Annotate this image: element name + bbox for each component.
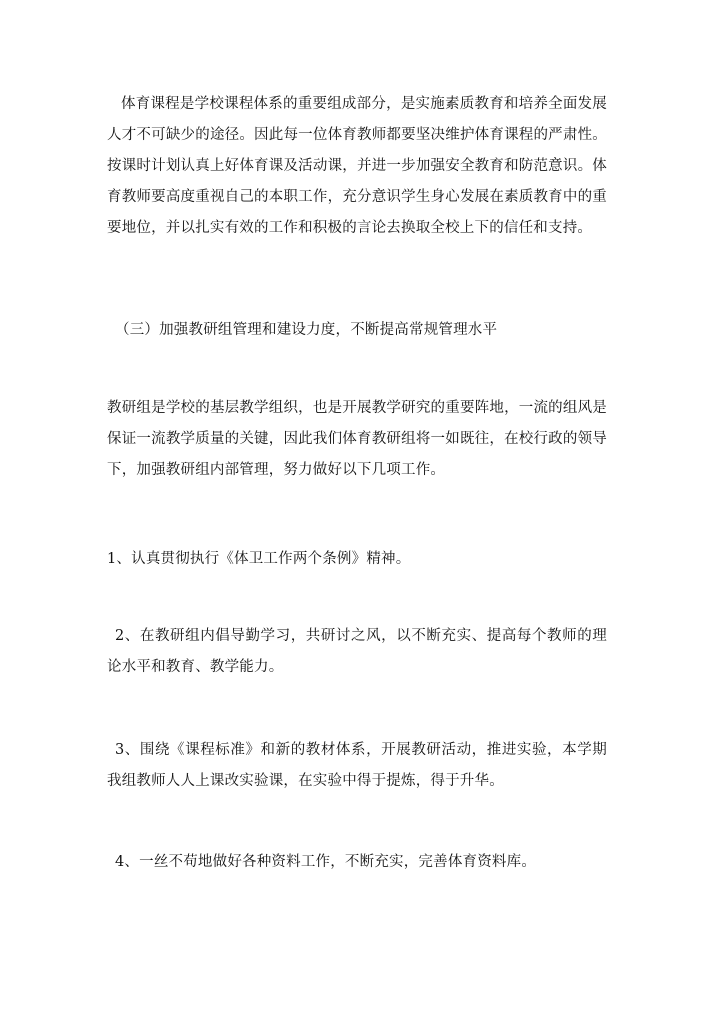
list-item-2: 2、在教研组内倡导勤学习，共研讨之风，以不断充实、提高每个教师的理论水平和教育、教学能力。 [107, 628, 607, 675]
list-item-3: 3、围绕《课程标准》和新的教材体系，开展教研活动，推进实验，本学期我组教师人人上课改实验课，在实验中得于提炼，得于升华。 [107, 742, 607, 789]
paragraph-pe-curriculum: 体育课程是学校课程体系的重要组成部分，是实施素质教育和培养全面发展人才不可缺少的途径。因此每一位体育教师都要坚决维护体育课程的严肃性。按课时计划认真上好体育课及活动课，并进一步加强安全教育和防范意识。体育教师要高度重视自己的本职工作，充分意识学生身心发展在素质教育中的重要地位，并以扎实有效的工作和积极的言论去换取全校上下的信任和支持。 [107, 96, 607, 236]
list-item-4: 4、一丝不苟地做好各种资料工作，不断充实，完善体育资料库。 [115, 854, 537, 870]
section-heading-3: （三）加强教研组管理和建设力度，不断提高常规管理水平 [115, 322, 498, 338]
paragraph-teaching-group: 教研组是学校的基层教学组织，也是开展教学研究的重要阵地，一流的组风是保证一流教学质量的关键，因此我们体育教研组将一如既往，在校行政的领导下，加强教研组内部管理，努力做好以下几项工作。 [107, 400, 607, 478]
list-item-1: 1、认真贯彻执行《体卫工作两个条例》精神。 [107, 551, 411, 567]
